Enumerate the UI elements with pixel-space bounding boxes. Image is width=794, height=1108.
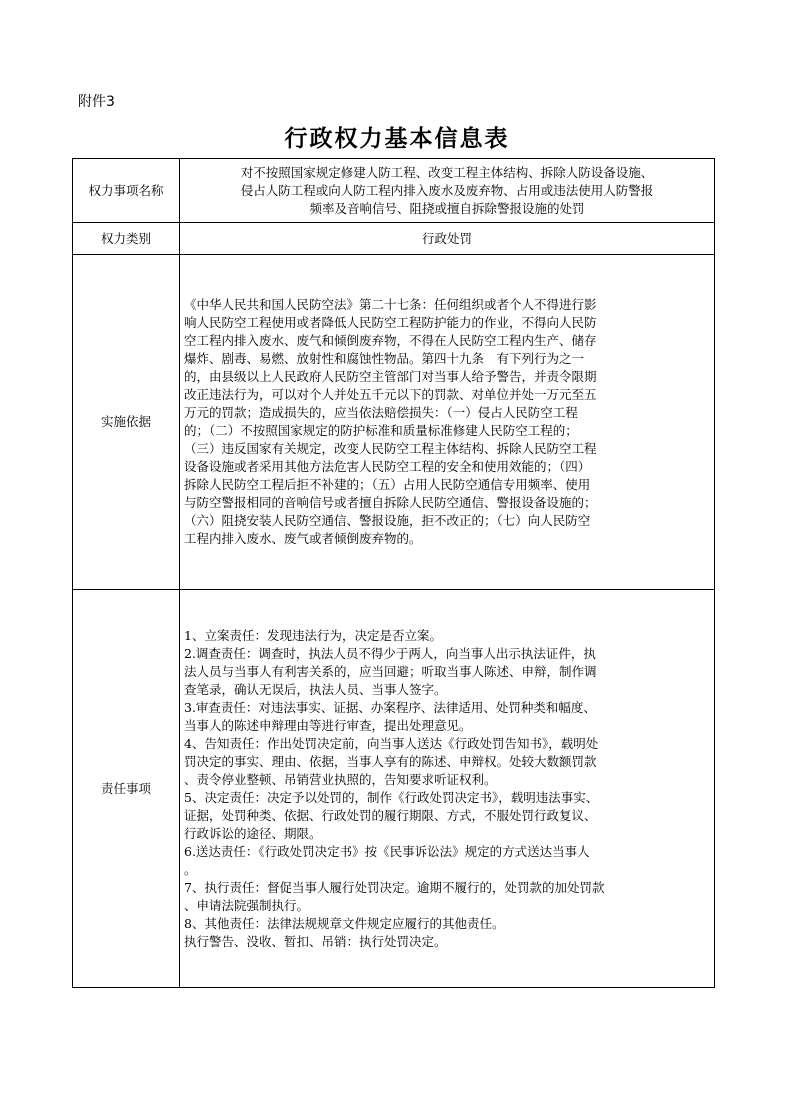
table-row-name (73, 159, 715, 223)
duties-line: 、申请法院强制执行。 (184, 897, 310, 913)
basis-line: 的，由县级以上人民政府人民防空主管部门对当事人给予警告，并责令限期 (184, 369, 597, 384)
page-title: 行政权力基本信息表 (284, 125, 510, 152)
duties-label: 责任事项 (73, 590, 180, 988)
duties-line: 法人员与当事人有利害关系的，应当回避；听取当事人陈述、申辩，制作调 (184, 663, 597, 679)
basis-line: （三）违反国家有关规定，改变人民防空工程主体结构、拆除人民防空工程 (184, 441, 597, 456)
category-value: 行政处罚 (180, 223, 715, 255)
duties-line: 当事人的陈述申辩理由等进行审查，提出处理意见。 (184, 717, 472, 733)
basis-line: 拆除人民防空工程后拒不补建的；（五）占用人民防空通信专用频率、使用 (184, 477, 591, 492)
name-value (180, 159, 715, 223)
basis-label: 实施依据 (73, 255, 180, 590)
duties-line: 证据，处罚种类、依据、行政处罚的履行期限、方式，不服处罚行政复议、 (184, 807, 597, 823)
duties-line: 1、立案责任：发现违法行为，决定是否立案。 (184, 627, 442, 643)
duties-line: 查笔录，确认无误后，执法人员、当事人签字。 (184, 681, 447, 697)
basis-line: 响人民防空工程使用或者降低人民防空工程防护能力的作业，不得向人民防 (184, 315, 597, 330)
duties-value (180, 590, 715, 988)
basis-line: 的；（二）不按照国家规定的防护标准和质量标准修建人民防空工程的； (184, 423, 578, 438)
basis-line: 空工程内排入废水、废气和倾倒废弃物，不得在人民防空工程内生产、储存 (184, 333, 597, 348)
duties-line: 6.送达责任：《行政处罚决定书》按《民事诉讼法》规定的方式送达当事人 (184, 843, 590, 859)
basis-line: 改正违法行为，可以对个人并处五千元以下的罚款、对单位并处一万元至五 (184, 387, 597, 402)
table-row-duties (73, 590, 715, 988)
duties-line: 。 (184, 861, 197, 877)
name-line: 侵占人防工程或向人防工程内排入废水及废弃物、占用或违法使用人防警报 (240, 182, 654, 198)
duties-line: 行政诉讼的途径、期限。 (184, 825, 322, 841)
duties-line: 3.审查责任：对违法事实、证据、办案程序、法律适用、处罚种类和幅度、 (184, 699, 596, 715)
category-label: 权力类别 (73, 223, 180, 255)
info-table (72, 158, 715, 988)
duties-line: 执行警告、没收、暂扣、吊销：执行处罚决定。 (184, 933, 447, 949)
duties-line: 罚决定的事实、理由、依据，当事人享有的陈述、申辩权。处较大数额罚款 (184, 753, 597, 769)
table-row-basis (73, 255, 715, 590)
duties-line: 7、执行责任：督促当事人履行处罚决定。逾期不履行的，处罚款的加处罚款 (184, 879, 605, 895)
table-row-category (73, 223, 715, 255)
basis-line: （六）阻挠安装人民防空通信、警报设施，拒不改正的；（七）向人民防空 (184, 513, 591, 528)
attachment-label: 附件3 (78, 94, 115, 110)
basis-line: 爆炸、剧毒、易燃、放射性和腐蚀性物品。第四十九条 有下列行为之一 (184, 351, 585, 366)
basis-line: 与防空警报相同的音响信号或者擅自拆除人民防空通信、警报设备设施的； (184, 495, 597, 510)
duties-line: 、责令停业整顿、吊销营业执照的，告知要求听证权利。 (184, 771, 497, 787)
duties-line: 8、其他责任：法律法规规章文件规定应履行的其他责任。 (184, 915, 505, 931)
basis-line: 工程内排入废水、废气或者倾倒废弃物的。 (184, 531, 422, 546)
name-label: 权力事项名称 (73, 159, 180, 223)
basis-line: 《中华人民共和国人民防空法》第二十七条：任何组织或者个人不得进行影 (184, 297, 597, 312)
basis-value (180, 255, 715, 590)
basis-line: 万元的罚款；造成损失的，应当依法赔偿损失：（一）侵占人民防空工程 (184, 405, 578, 420)
basis-line: 设备设施或者采用其他方法危害人民防空工程的安全和使用效能的；（四） (184, 459, 591, 474)
duties-line: 2.调查责任：调查时，执法人员不得少于两人，向当事人出示执法证件，执 (184, 645, 596, 661)
duties-line: 4、告知责任：作出处罚决定前，向当事人送达《行政处罚告知书》，载明处 (184, 735, 599, 751)
name-line: 对不按照国家规定修建人防工程、改变工程主体结构、拆除人防设备设施、 (240, 164, 654, 180)
name-line: 频率及音响信号、阻挠或擅自拆除警报设施的处罚 (309, 200, 585, 216)
duties-line: 5、决定责任：决定予以处罚的，制作《行政处罚决定书》，载明违法事实、 (184, 789, 599, 805)
